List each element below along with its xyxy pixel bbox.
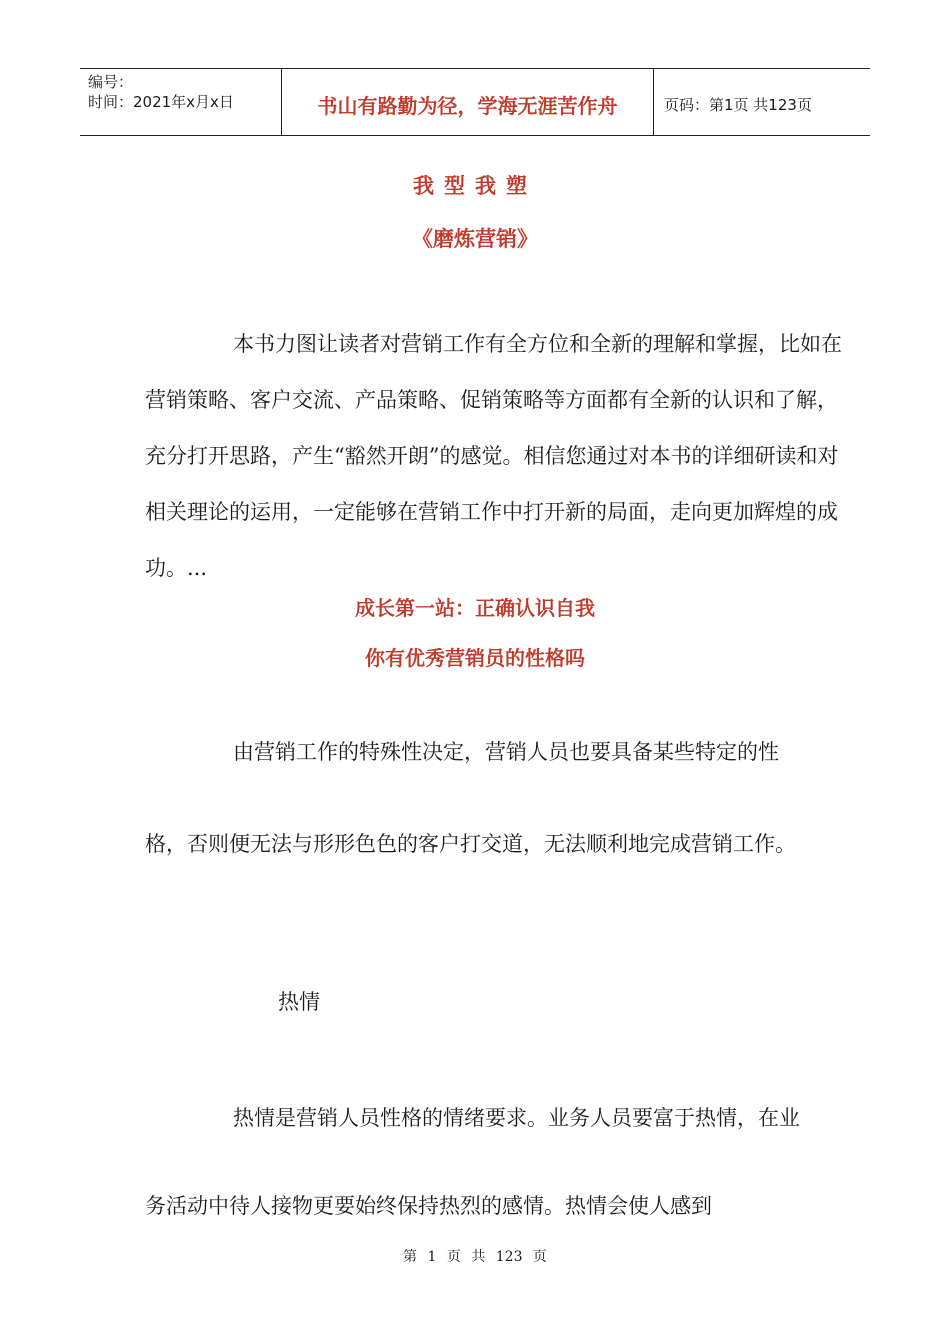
section-subheading: 你有优秀营销员的性格吗 [365,646,585,670]
document-subtitle: 《磨炼营销》 [412,226,538,251]
motto: 书山有路勤为径，学海无涯苦作舟 [282,69,654,135]
header-table [80,68,870,136]
number-label: 编号： [88,73,134,91]
intro-paragraph: 本书力图让读者对营销工作有全方位和全新的理解和掌握，比如在营销策略、客户交流、产品策略、促销策略等方面都有全新的认识和了解，充分打开思路，产生“豁然开朗”的感觉。相信您通过对本书的详细研读和对相关理论的运用，一定能够在营销工作中打开新的局面，走向更加辉煌的成功。... [145,332,842,580]
trait-paragraph: 热情是营销人员性格的情绪要求。业务人员要富于热情，在业务活动中待人接物更要始终保持热烈的感情。热情会使人感到 [145,1106,800,1218]
header-left-cell [80,69,282,135]
document-title: 我型我塑 [413,173,537,198]
section-heading: 成长第一站：正确认识自我 [355,596,595,620]
page-info: 页码：第1页 共123页 [664,95,812,114]
date-text: 时间：2021年x月x日 [88,93,234,111]
page-footer: 第 1 页 共 123 页 [403,1249,547,1265]
section-paragraph: 由营销工作的特殊性决定，营销人员也要具备某些特定的性格，否则便无法与形形色色的客户打交道，无法顺利地完成营销工作。 [145,740,796,856]
trait-title: 热情 [278,990,320,1014]
